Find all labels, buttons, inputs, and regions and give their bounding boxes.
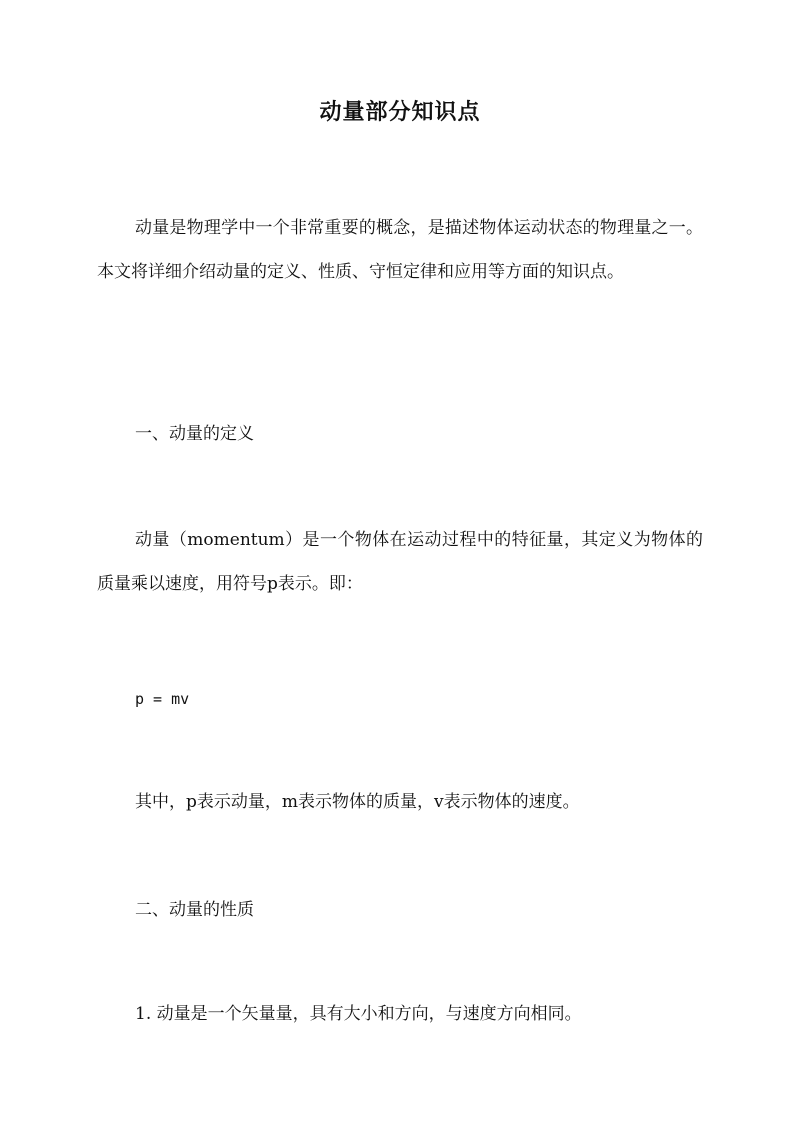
definition-paragraph: 动量（momentum）是一个物体在运动过程中的特征量，其定义为物体的质量乘以速度，用符号p表示。即： <box>97 530 703 594</box>
momentum-formula: p = mv <box>135 690 190 708</box>
formula-explanation: 其中，p表示动量，m表示物体的质量，v表示物体的速度。 <box>135 792 580 812</box>
property-item-1: 1. 动量是一个矢量量，具有大小和方向，与速度方向相同。 <box>135 1004 582 1024</box>
section-heading-definition: 一、动量的定义 <box>135 424 254 444</box>
intro-paragraph: 动量是物理学中一个非常重要的概念，是描述物体运动状态的物理量之一。本文将详细介绍动量的定义、性质、守恒定律和应用等方面的知识点。 <box>97 218 703 282</box>
section-heading-properties: 二、动量的性质 <box>135 900 254 920</box>
document-title: 动量部分知识点 <box>319 99 481 125</box>
